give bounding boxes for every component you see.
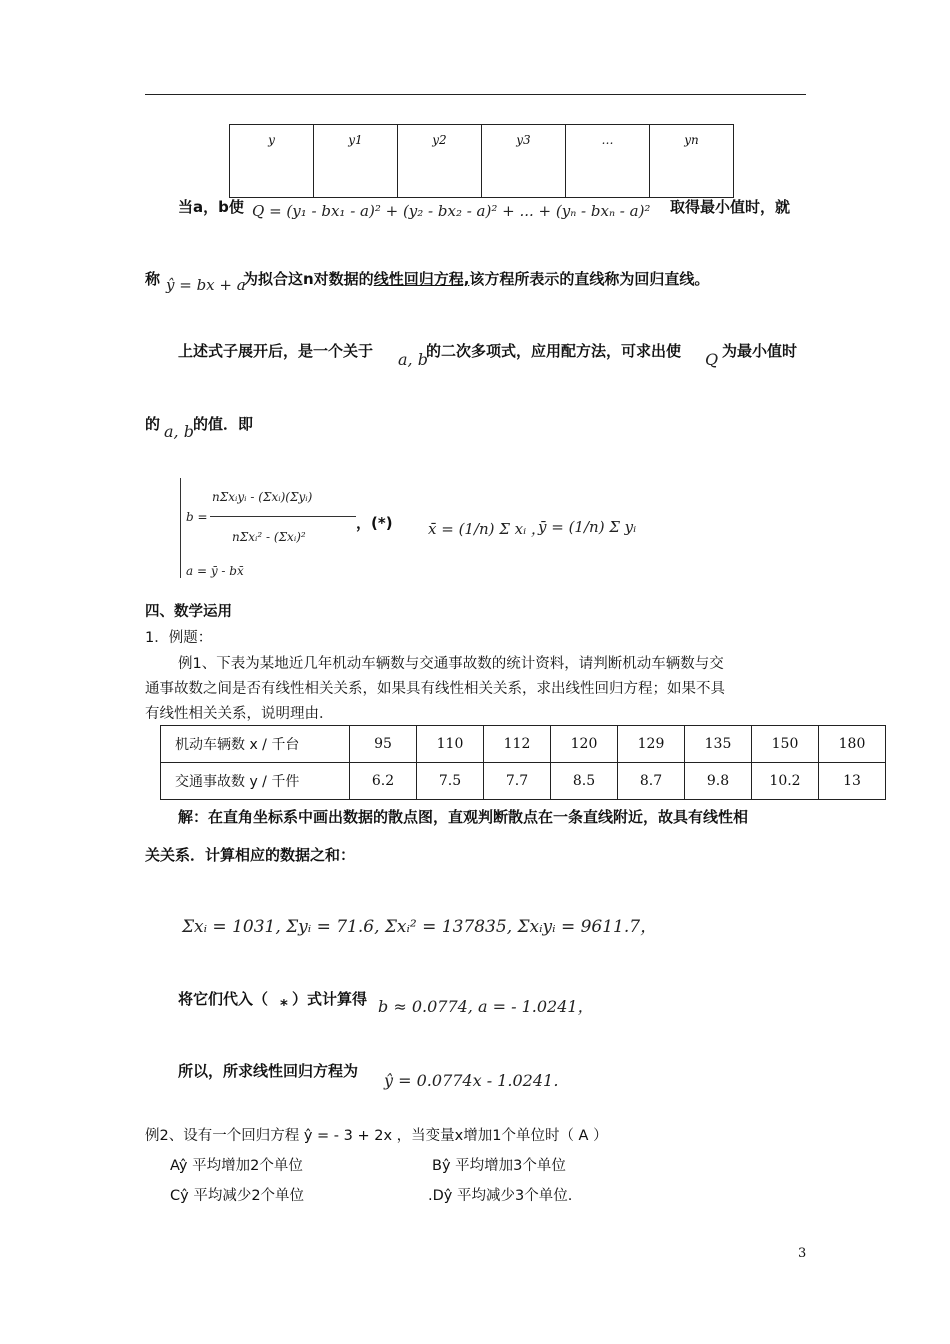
fraction-bar [210, 516, 356, 517]
q-formula: Q = (y₁ - bx₁ - a)² + (y₂ - bx₂ - a)² + ... + (yₙ - bxₙ - a)² [252, 202, 651, 220]
text-quadratic: 的二次多项式，应用配方法，可求出使 [426, 342, 682, 360]
ab-var-2: a, b [164, 422, 194, 441]
solution-line2: 关关系．计算相应的数据之和： [145, 846, 356, 864]
b-label: b = [186, 510, 208, 524]
table-cell: 110 [417, 726, 484, 763]
text-expand: 上述式子展开后，是一个关于 [178, 342, 374, 360]
table-cell: 7.5 [417, 763, 484, 800]
text-substitute-2: ）式计算得 [292, 990, 368, 1008]
yhat-formula: ŷ = bx + a [166, 276, 246, 294]
example1-line2: 通事故数之间是否有线性相关关系，如果具有线性相关关系，求出线性回归方程；如果不具 [145, 681, 725, 697]
table-cell: 112 [484, 726, 551, 763]
y-values-table [229, 124, 734, 198]
table-cell: 7.7 [484, 763, 551, 800]
sums-formula: Σxᵢ = 1031, Σyᵢ = 71.6, Σxᵢ² = 137835, Σxᵢyᵢ = 9611.7， [182, 917, 658, 937]
option-b: Bŷ 平均增加3个单位 [432, 1158, 566, 1174]
section-heading: 四、数学运用 [145, 604, 232, 620]
table-cell: 6.2 [350, 763, 417, 800]
table-cell: 9.8 [685, 763, 752, 800]
table-row [161, 763, 886, 800]
b-a-values: b ≈ 0.0774, a = - 1.0241， [378, 997, 594, 1016]
table-cell: 135 [685, 726, 752, 763]
table-cell: 180 [819, 726, 886, 763]
table-cell: y3 [482, 125, 566, 198]
table-cell: 10.2 [752, 763, 819, 800]
text-call: 称 [145, 270, 161, 288]
table-cell: 95 [350, 726, 417, 763]
table-cell: y2 [398, 125, 482, 198]
text-value-of: 的值．即 [193, 415, 254, 433]
star-label: ，(*) [356, 514, 393, 532]
text-substitute: 将它们代入（ [178, 990, 269, 1008]
table-cell: 129 [618, 726, 685, 763]
text-de: 的 [145, 415, 161, 433]
table-cell: 13 [819, 763, 886, 800]
option-a: Aŷ 平均增加2个单位 [170, 1158, 303, 1174]
table-cell: yn [650, 125, 734, 198]
table-cell: 150 [752, 726, 819, 763]
term-regression-equation: 线性回归方程, [373, 270, 470, 288]
table-cell: 120 [551, 726, 618, 763]
table-cell: y1 [314, 125, 398, 198]
table-cell: 8.5 [551, 763, 618, 800]
table-cell: y [230, 125, 314, 198]
text-so: 所以，所求线性回归方程为 [178, 1062, 359, 1080]
header-rule [145, 94, 806, 95]
text-substitute-star: * [280, 996, 288, 1014]
regression-definition [243, 268, 709, 289]
text-min-when: 为最小值时 [722, 342, 798, 360]
text-when-ab: 当a，b使 [178, 198, 244, 216]
text-for-n-pairs: 为拟合这n对数据的 [243, 270, 374, 288]
row-label-vehicles: 机动车辆数 x / 千台 [161, 726, 350, 763]
example1-line1: 例1、下表为某地近几年机动车辆数与交通事故数的统计资料，请判断机动车辆数与交 [178, 656, 724, 672]
option-c: Cŷ 平均减少2个单位 [170, 1188, 305, 1204]
row-label-accidents: 交通事故数 y / 千件 [161, 763, 350, 800]
ybar-formula: ȳ = (1/n) Σ yᵢ [538, 518, 637, 536]
b-numerator: nΣxᵢyᵢ - (Σxᵢ)(Σyᵢ) [212, 490, 313, 504]
option-d: .Dŷ 平均减少3个单位. [428, 1188, 573, 1204]
table-cell: 8.7 [618, 763, 685, 800]
example2-question: 例2、设有一个回归方程 ŷ = - 3 + 2x ，当变量x增加1个单位时（ A ） [145, 1128, 608, 1144]
solution-line1: 解：在直角坐标系中画出数据的散点图，直观判断散点在一条直线附近，故具有线性相 [178, 808, 749, 826]
ab-var: a, b [398, 350, 428, 369]
item-heading: 1．例题： [145, 630, 213, 646]
xbar-formula: x̄ = (1/n) Σ xᵢ ， [428, 520, 546, 538]
text-line-called: 该方程所表示的直线称为回归直线。 [469, 270, 710, 288]
final-equation: ŷ = 0.0774x - 1.0241． [384, 1071, 570, 1090]
text-min-value: 取得最小值时，就 [670, 198, 791, 216]
a-formula: a = ȳ - bx̄ [186, 564, 244, 578]
data-table [160, 725, 886, 800]
b-denominator: nΣxᵢ² - (Σxᵢ)² [232, 530, 306, 544]
page-number: 3 [798, 1246, 807, 1261]
q-var: Q [705, 350, 719, 369]
system-brace [180, 478, 187, 578]
example1-line3: 有线性相关关系，说明理由． [145, 706, 334, 722]
table-row [161, 726, 886, 763]
table-cell: … [566, 125, 650, 198]
